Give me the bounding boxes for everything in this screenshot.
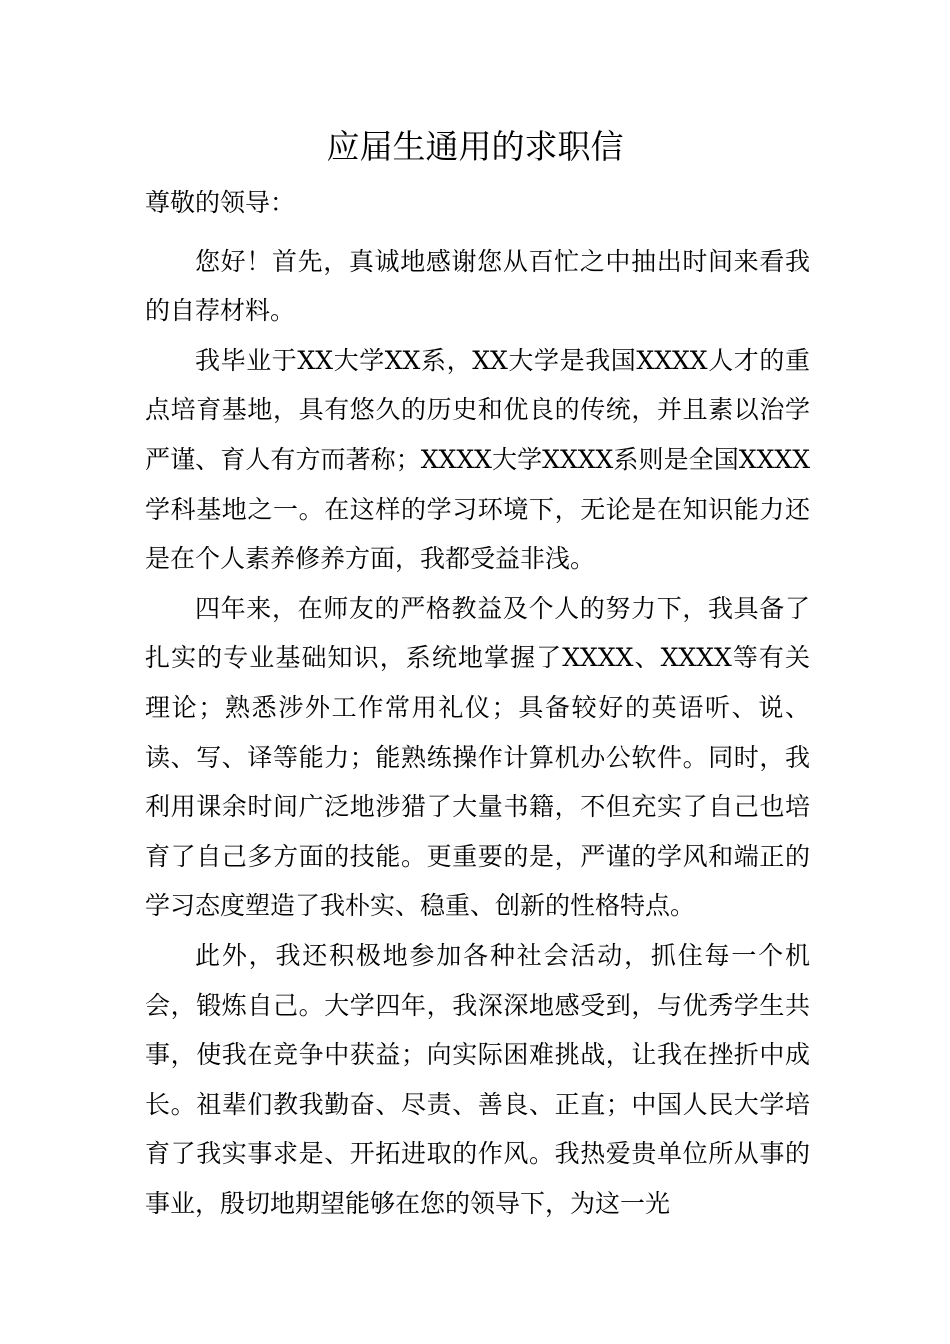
paragraph-activities: 此外，我还积极地参加各种社会活动，抓住每一个机会，锻炼自己。大学四年，我深深地感受到，与优秀学生共事，使我在竞争中获益；向实际困难挑战，让我在挫折中成长。祖辈们教我勤奋、尽责、善良、正直；中国人民大学培育了我实事求是、开拓进取的作风。我热爱贵单位所从事的事业，殷切地期望能够在您的领导下，为这一光 [145,940,810,1218]
salutation: 尊敬的领导： [145,188,296,217]
paragraph-skills: 四年来，在师友的严格教益及个人的努力下，我具备了扎实的专业基础知识，系统地掌握了XXXX、XXXX等有关理论；熟悉涉外工作常用礼仪；具备较好的英语听、说、读、写、译等能力；能熟练操作计算机办公软件。同时，我利用课余时间广泛地涉猎了大量书籍，不但充实了自己也培育了自己多方面的技能。更重要的是，严谨的学风和端正的学习态度塑造了我朴实、稳重、创新的性格特点。 [145,593,810,921]
paragraph-greeting: 您好！首先，真诚地感谢您从百忙之中抽出时间来看我的自荐材料。 [145,246,810,326]
letter-body [145,178,810,1228]
paragraph-education: 我毕业于XX大学XX系，XX大学是我国XXXX人才的重点培育基地，具有悠久的历史和优良的传统，并且素以治学严谨、育人有方而著称；XXXX大学XXXX系则是全国XXXX学科基地之一。在这样的学习环境下，无论是在知识能力还是在个人素养修养方面，我都受益非浅。 [145,345,810,574]
document-title: 应届生通用的求职信 [326,127,624,166]
